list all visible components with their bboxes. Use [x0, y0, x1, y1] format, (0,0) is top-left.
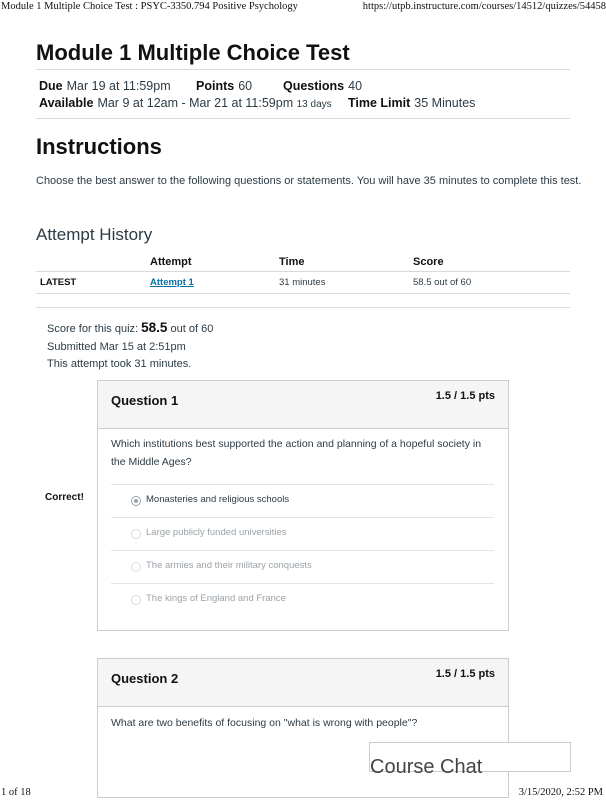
attempt-time: 31 minutes	[279, 277, 326, 288]
attempt-duration: This attempt took 31 minutes.	[47, 358, 192, 370]
score-summary	[47, 320, 213, 335]
due-label: Due	[39, 79, 63, 93]
answer-label: Large publicly funded universities	[146, 527, 287, 538]
print-header	[0, 1, 606, 15]
question-points: 1.5 / 1.5 pts	[435, 668, 495, 680]
print-header-title: Module 1 Multiple Choice Test : PSYC-3350.794 Positive Psychology	[1, 1, 298, 12]
due-date	[39, 79, 171, 93]
print-footer	[0, 787, 606, 800]
page-content	[0, 15, 606, 778]
divider	[36, 69, 570, 70]
question-header	[98, 659, 508, 707]
answer-label: Monasteries and religious schools	[146, 494, 290, 505]
column-header-attempt: Attempt	[150, 256, 192, 268]
available-days: 13 days	[296, 99, 332, 110]
attempt-history-heading: Attempt History	[36, 225, 153, 244]
table-divider	[36, 271, 570, 272]
chat-widget-label: Course Chat	[370, 756, 483, 778]
questions-label: Questions	[283, 79, 345, 93]
answer-label: The armies and their military conquests	[146, 560, 312, 571]
radio-icon[interactable]	[131, 595, 141, 605]
answer-option[interactable]	[111, 550, 494, 583]
questions-value: 40	[348, 79, 363, 93]
radio-icon[interactable]	[131, 562, 141, 572]
answer-option[interactable]	[111, 583, 494, 616]
availability	[39, 96, 332, 110]
divider	[36, 118, 570, 119]
time-limit	[348, 96, 475, 110]
page-number: 1 of 18	[1, 787, 31, 798]
score-suffix: out of 60	[170, 323, 214, 335]
submitted-time: Submitted Mar 15 at 2:51pm	[47, 341, 186, 353]
attempt-score: 58.5 out of 60	[413, 277, 472, 288]
question-header	[98, 381, 508, 429]
question-card	[97, 380, 509, 631]
score-value: 58.5	[141, 320, 168, 335]
points-value: 60	[238, 79, 253, 93]
attempt-link[interactable]: Attempt 1	[150, 277, 194, 288]
points-label: Points	[196, 79, 235, 93]
radio-selected-icon[interactable]	[131, 496, 141, 506]
answer-option[interactable]	[111, 517, 494, 550]
available-label: Available	[39, 96, 94, 110]
divider	[36, 307, 570, 308]
time-limit-label: Time Limit	[348, 96, 411, 110]
column-header-time: Time	[279, 256, 305, 268]
radio-icon[interactable]	[131, 529, 141, 539]
correct-indicator: Correct!	[45, 492, 84, 503]
points	[196, 79, 252, 93]
page-title: Module 1 Multiple Choice Test	[36, 40, 350, 65]
question-text: What are two benefits of focusing on "what is wrong with people"?	[111, 717, 418, 729]
table-divider	[36, 293, 570, 294]
print-timestamp: 3/15/2020, 2:52 PM	[518, 787, 603, 798]
question-title: Question 2	[111, 671, 179, 686]
available-value: Mar 9 at 12am - Mar 21 at 11:59pm	[97, 96, 294, 110]
answer-label: The kings of England and France	[146, 593, 286, 604]
instructions-heading: Instructions	[36, 134, 162, 159]
question-points: 1.5 / 1.5 pts	[435, 390, 495, 402]
question-title: Question 1	[111, 393, 179, 408]
latest-tag: LATEST	[40, 277, 77, 288]
course-chat-widget[interactable]	[369, 742, 571, 778]
time-limit-value: 35 Minutes	[414, 96, 476, 110]
question-count	[283, 79, 362, 93]
score-prefix: Score for this quiz:	[47, 323, 139, 335]
column-header-score: Score	[413, 256, 444, 268]
instructions-text: Choose the best answer to the following questions or statements. You will have 35 minutes to complete this test.	[36, 175, 582, 187]
answer-option[interactable]	[111, 484, 494, 517]
question-text: Which institutions best supported the action and planning of a hopeful society in the Middle Ages?	[111, 438, 482, 468]
print-header-url: https://utpb.instructure.com/courses/14512/quizzes/54458	[362, 1, 606, 12]
due-value: Mar 19 at 11:59pm	[66, 79, 171, 93]
